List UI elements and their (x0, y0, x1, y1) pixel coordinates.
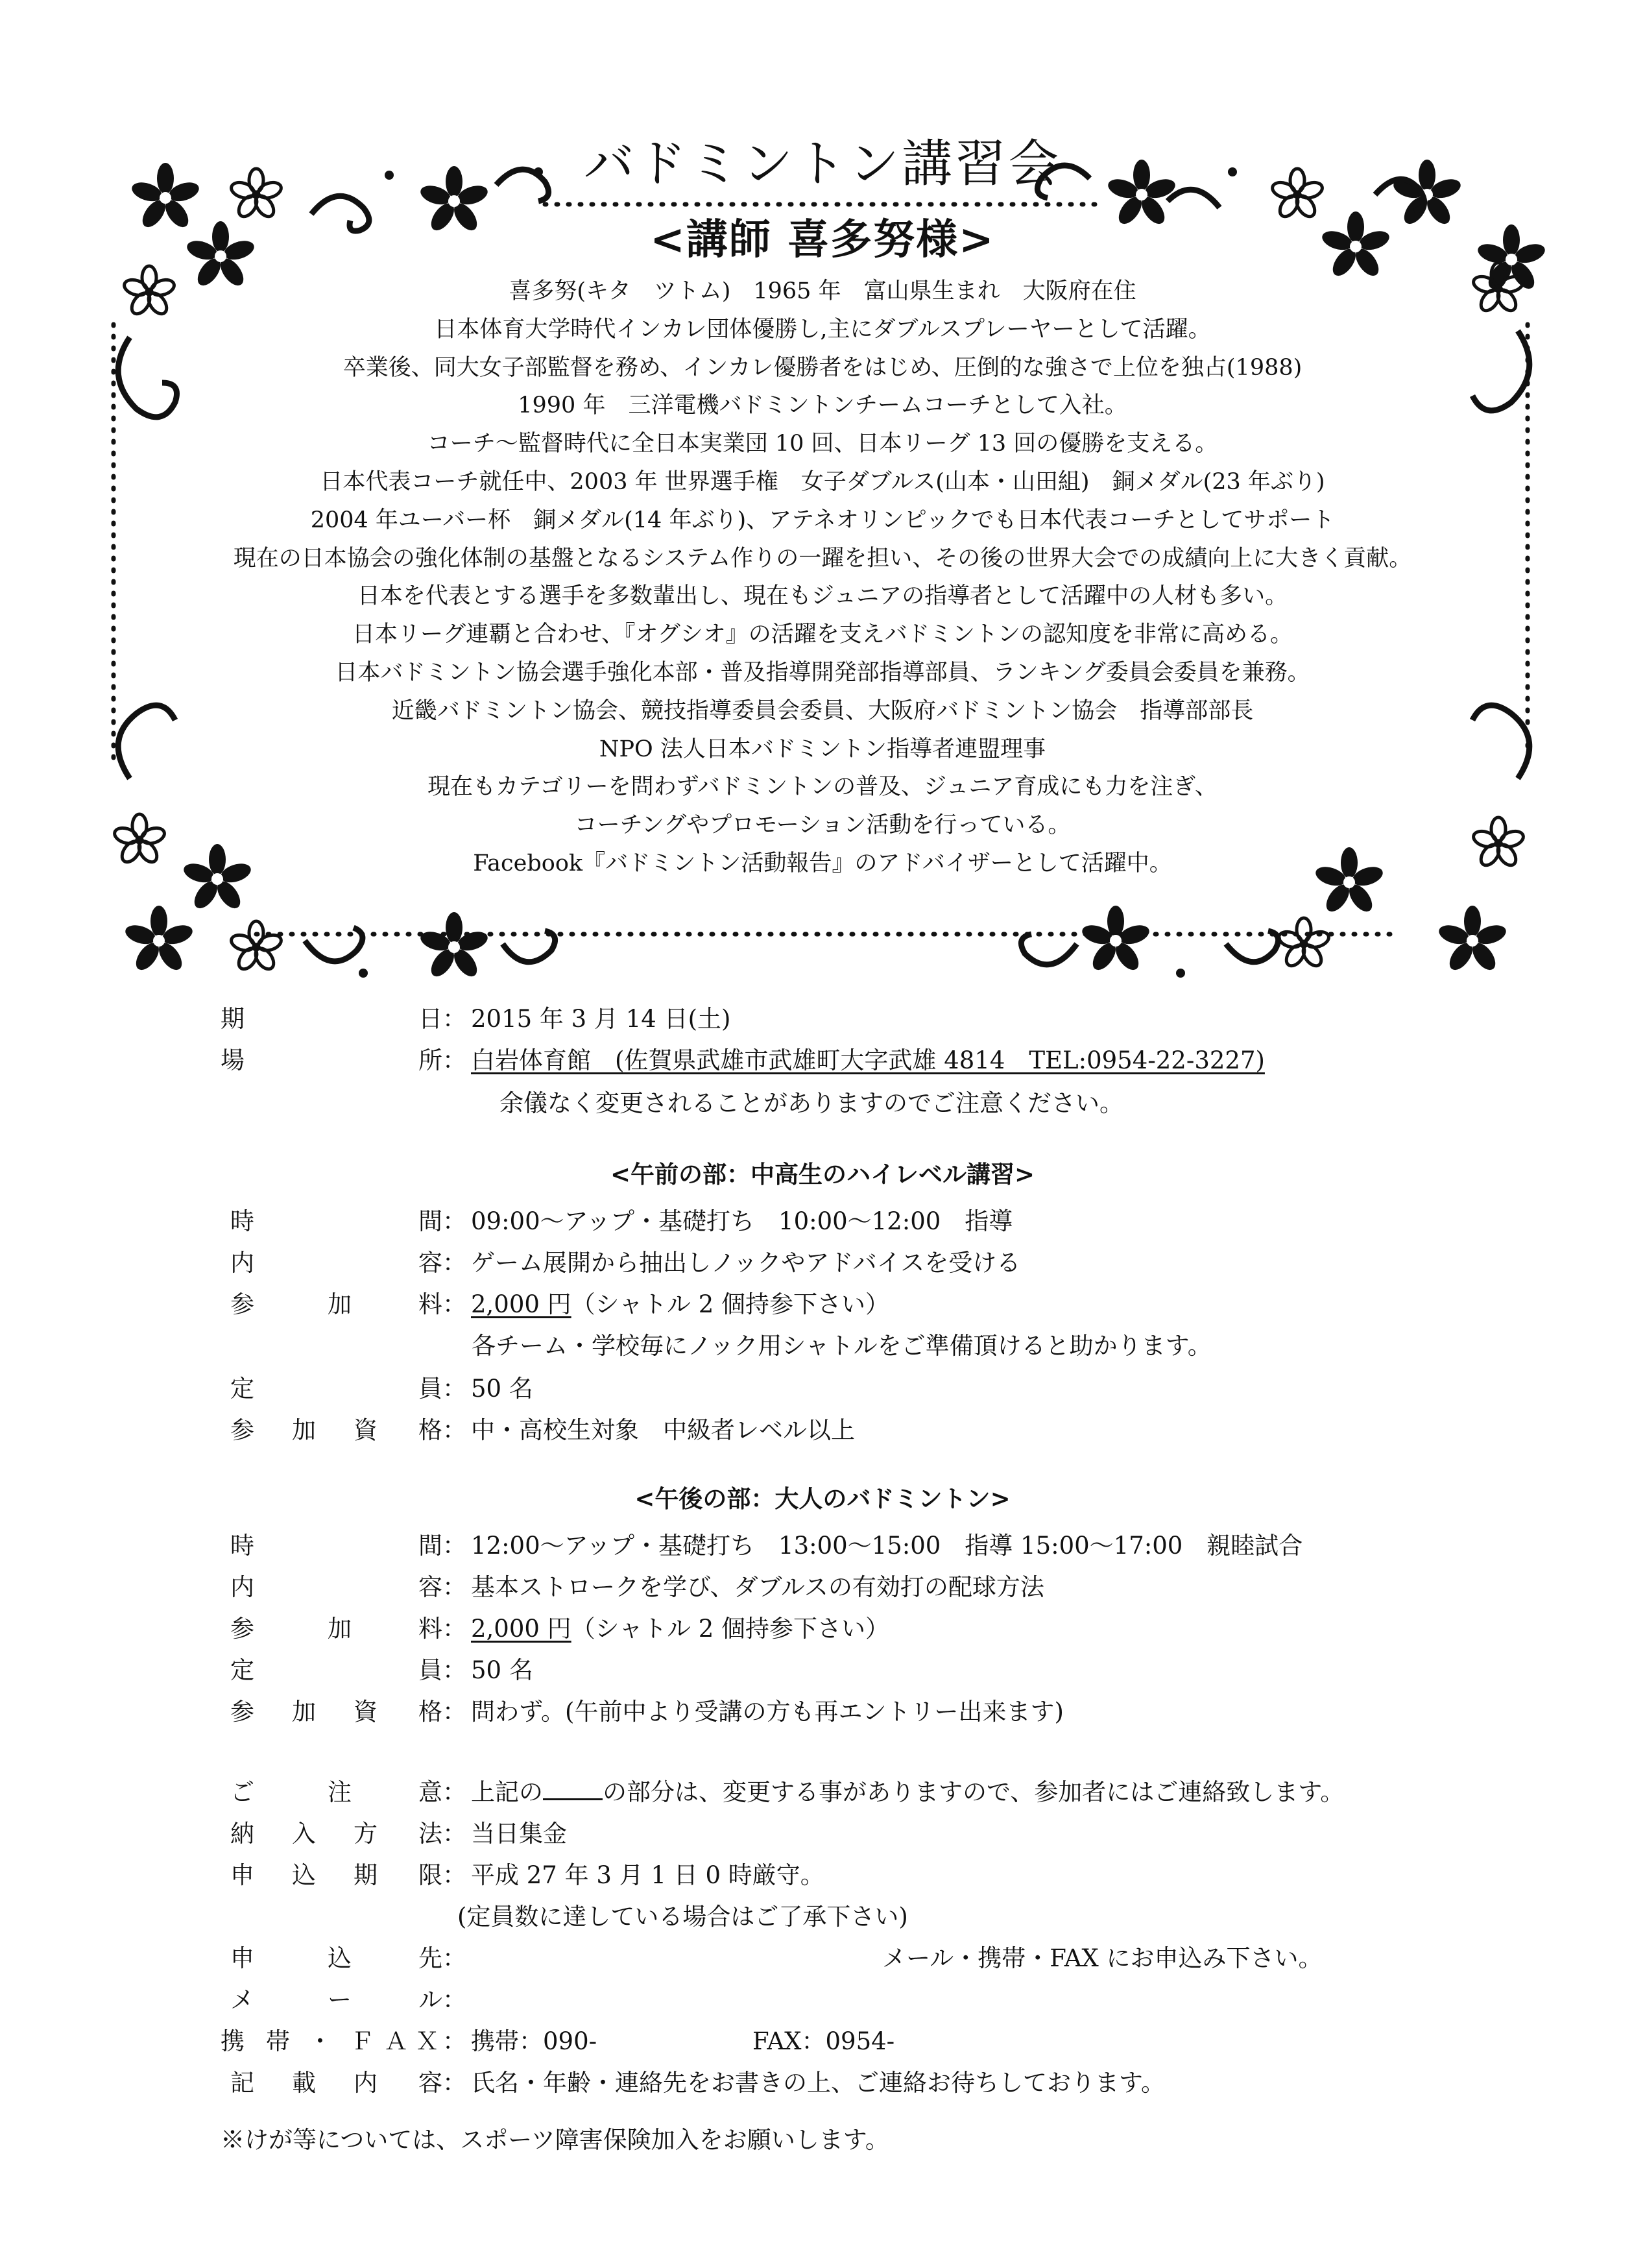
bio-line: Facebook『バドミントン活動報告』のアドバイザーとして活躍中。 (473, 850, 1172, 876)
underline-blank (543, 1779, 603, 1800)
bio-line: 日本代表コーチ就任中、2003 年 世界選手権 女子ダブルス(山本・山田組) 銅メダル(23 年ぶり) (320, 468, 1325, 495)
page-title: バドミントン講習会 (583, 135, 1062, 193)
morning-eligibility-value: 中・高校生対象 中級者レベル以上 (471, 1416, 855, 1444)
afternoon-time-value: 12:00～アップ・基礎打ち 13:00～15:00 指導 15:00～17:00 親睦試合 (471, 1532, 1303, 1560)
bio-line: コーチ～監督時代に全日本実業団 10 回、日本リーグ 13 回の優勝を支える。 (427, 431, 1218, 457)
afternoon-content-value: 基本ストロークを学び、ダブルスの有効打の配球方法 (471, 1573, 1044, 1601)
afternoon-eligibility-value: 問わず。(午前中より受講の方も再エントリー出来ます) (471, 1698, 1064, 1726)
insurance-note: ※けが等については、スポーツ障害保険加入をお願いします。 (221, 2126, 889, 2154)
deadline-note: (定員数に達している場合はご了承下さい) (457, 1903, 908, 1931)
afternoon-fee-note: （シャトル 2 個持参下さい） (571, 1615, 890, 1643)
entry-value: 氏名・年齢・連絡先をお書きの上、ご連絡お待ちしております。 (471, 2069, 1166, 2097)
morning-time-value: 09:00～アップ・基礎打ち 10:00～12:00 指導 (471, 1207, 1013, 1235)
bio-line: 喜多努(キタ ツトム) 1965 年 富山県生まれ 大阪府在住 (509, 278, 1136, 304)
morning-capacity-value: 50 名 (471, 1375, 533, 1403)
bio-line: NPO 法人日本バドミントン指導者連盟理事 (599, 736, 1046, 762)
morning-fee-note: （シャトル 2 個持参下さい） (571, 1290, 890, 1318)
bio-line: 現在もカテゴリーを問わずバドミントンの普及、ジュニア育成にも力を注ぎ、 (427, 774, 1218, 801)
bio-line: 日本バドミントン協会選手強化本部・普及指導開発部指導部員、ランキング委員会委員を兼務。 (335, 659, 1310, 686)
venue-label: 場 所 (221, 1046, 442, 1074)
instructor-heading: <講師 喜多努様> (650, 215, 995, 264)
morning-fee-amount: 2,000 円 (471, 1290, 571, 1318)
venue-value: 白岩体育館 (佐賀県武雄市武雄町大字武雄 4814 TEL:0954-22-3227) (471, 1046, 1265, 1074)
date-value: 2015 年 3 月 14 日(土) (471, 1005, 731, 1033)
morning-heading: <午前の部：中高生のハイレベル講習> (610, 1160, 1035, 1188)
payment-value: 当日集金 (471, 1820, 567, 1848)
bio-line: 2004 年ユーバー杯 銅メダル(14 年ぶり)、アテネオリンピックでも日本代表コーチとしてサポート (310, 507, 1335, 533)
bio-line: 現在の日本協会の強化体制の基盤となるシステム作りの一躍を担い、その後の世界大会での成績向上に大きく貢献。 (233, 545, 1412, 572)
afternoon-fee-amount: 2,000 円 (471, 1615, 571, 1643)
phone-value: 携帯：090- (471, 2027, 597, 2055)
afternoon-capacity-value: 50 名 (471, 1656, 533, 1684)
bio-line: 1990 年 三洋電機バドミントンチームコーチとして入社。 (518, 392, 1127, 419)
fax-value: FAX：0954- (752, 2027, 895, 2055)
date-label: 期 日 (221, 1005, 442, 1033)
bio-line: 日本体育大学時代インカレ団体優勝し,主にダブルスプレーヤーとして活躍。 (434, 316, 1211, 343)
bio-line: 日本リーグ連覇と合わせ、『オグシオ』の活躍を支えバドミントンの認知度を非常に高める。 (352, 621, 1293, 648)
bio-line: 卒業後、同大女子部監督を務め、インカレ優勝者をはじめ、圧倒的な強さで上位を独占(1988) (342, 354, 1303, 381)
bio-line: 近畿バドミントン協会、競技指導委員会委員、大阪府バドミントン協会 指導部部長 (391, 697, 1254, 724)
deadline-value: 平成 27 年 3 月 1 日 0 時厳守。 (471, 1861, 824, 1889)
venue-note: 余儀なく変更されることがありますのでご注意ください。 (499, 1089, 1123, 1117)
morning-content-value: ゲーム展開から抽出しノックやアドバイスを受ける (471, 1249, 1021, 1277)
morning-fee-extra: 各チーム・学校毎にノック用シャトルをご準備頂けると助かります。 (472, 1332, 1212, 1360)
apply-note: メール・携帯・FAX にお申込み下さい。 (882, 1944, 1323, 1972)
instructor-bio (117, 272, 1528, 883)
bio-line: コーチングやプロモーション活動を行っている。 (574, 812, 1071, 839)
bio-line: 日本を代表とする選手を多数輩出し、現在もジュニアの指導者として活躍中の人材も多い。 (357, 583, 1288, 610)
afternoon-heading: <午後の部：大人のバドミントン> (634, 1484, 1011, 1513)
